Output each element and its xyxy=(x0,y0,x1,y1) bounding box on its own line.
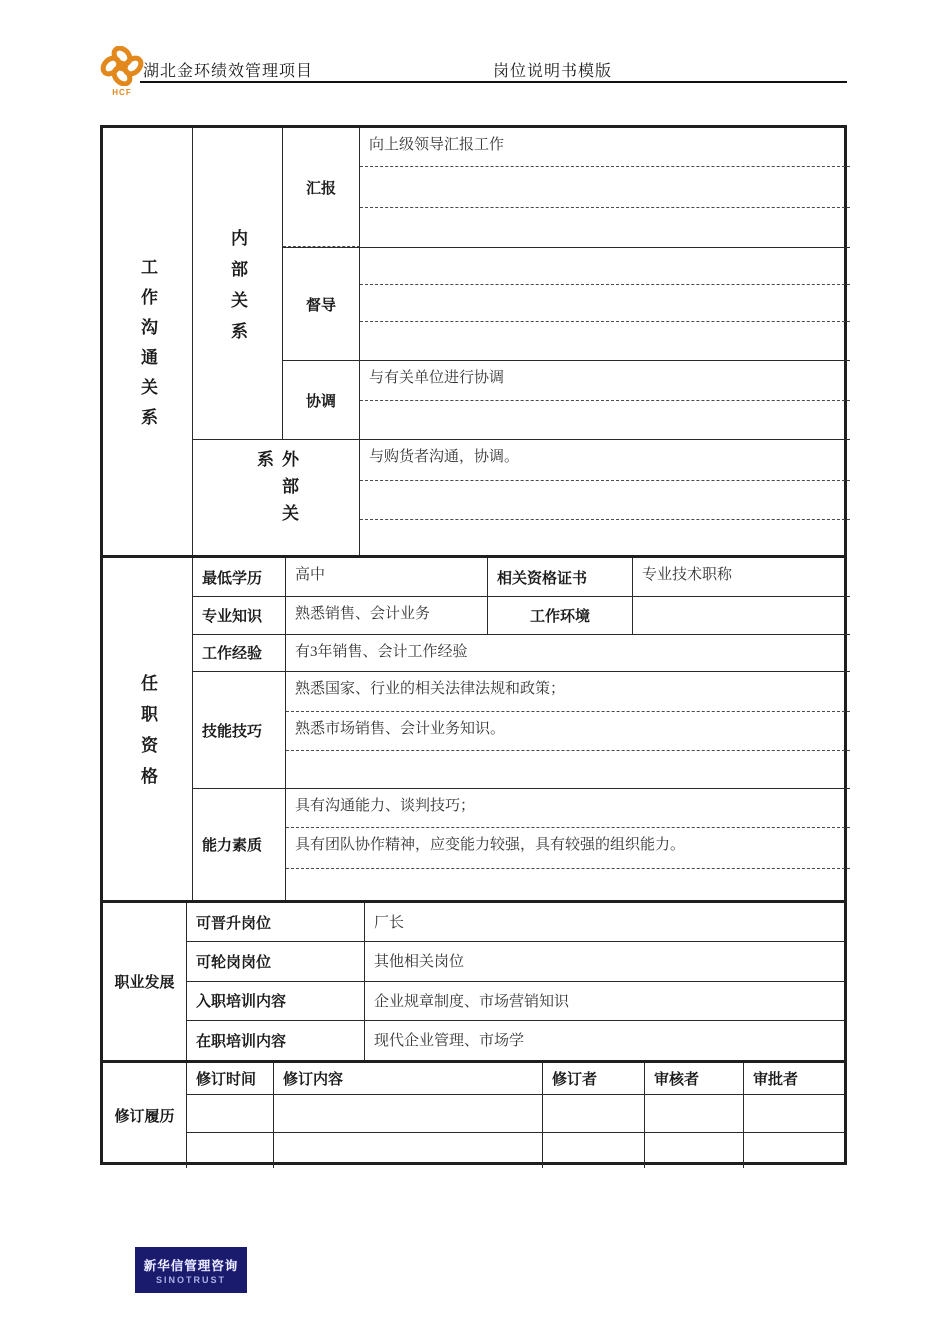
ability-row xyxy=(193,789,850,900)
logo-hcf-text: HCF xyxy=(112,88,132,97)
education-label: 最低学历 xyxy=(193,558,286,596)
section-label-career: 职业发展 xyxy=(103,903,187,1060)
onboarding-training-label: 入职培训内容 xyxy=(187,982,365,1020)
career-row xyxy=(187,903,844,942)
onboarding-training-value: 企业规章制度、市场营销知识 xyxy=(374,993,570,1010)
report-line xyxy=(360,167,850,208)
internal-relations-block xyxy=(193,128,850,440)
skills-line xyxy=(286,751,850,788)
revision-cell xyxy=(645,1133,744,1168)
revision-cell xyxy=(744,1095,844,1132)
revision-cell xyxy=(543,1133,645,1168)
skills-line: 熟悉国家、行业的相关法律法规和政策； xyxy=(286,672,850,712)
experience-label: 工作经验 xyxy=(193,635,286,671)
reviser-header: 修订者 xyxy=(543,1063,645,1094)
revision-cell xyxy=(274,1095,543,1132)
ability-line: 具有团队协作精神，应变能力较强，具有较强的组织能力。 xyxy=(286,828,850,869)
revision-cell xyxy=(274,1133,543,1168)
document-title: 岗位说明书模版 xyxy=(493,63,613,80)
report-line xyxy=(360,208,850,247)
clover-rings-icon xyxy=(100,46,144,86)
external-relations-block xyxy=(193,440,850,555)
external-line xyxy=(360,481,850,520)
section-revision xyxy=(103,1060,844,1168)
external-relations-label: 外部关系 xyxy=(193,440,360,555)
ability-label: 能力素质 xyxy=(193,789,286,900)
onjob-training-value: 现代企业管理、市场学 xyxy=(374,1032,525,1049)
coordinate-label: 协调 xyxy=(283,361,360,440)
sinotrust-logo xyxy=(135,1247,247,1293)
sinotrust-logo-chinese: 新华信管理咨询 xyxy=(143,1258,239,1273)
knowledge-row xyxy=(193,597,850,634)
ability-line xyxy=(286,869,850,900)
section-qualification xyxy=(103,555,844,900)
revision-time-header: 修订时间 xyxy=(187,1063,274,1094)
header-rule xyxy=(140,81,847,83)
revision-header-row xyxy=(187,1063,844,1095)
section-label-communication: 工作沟通关系 xyxy=(103,128,193,555)
supervise-line xyxy=(360,322,850,360)
promotion-label: 可晋升岗位 xyxy=(187,903,365,941)
project-title: 湖北金环绩效管理项目 xyxy=(143,63,314,80)
section-communication xyxy=(103,128,844,555)
report-row xyxy=(283,128,850,247)
coordinate-line xyxy=(360,401,850,440)
promotion-value: 厂长 xyxy=(374,915,405,931)
career-row xyxy=(187,1021,844,1060)
revision-row xyxy=(187,1095,844,1133)
skills-label: 技能技巧 xyxy=(193,672,286,788)
supervise-row xyxy=(283,247,850,360)
revision-content-header: 修订内容 xyxy=(274,1063,543,1094)
revision-cell xyxy=(645,1095,744,1132)
certificate-value: 专业技术职称 xyxy=(642,567,733,583)
revision-cell xyxy=(543,1095,645,1132)
experience-value: 有3年销售、会计工作经验 xyxy=(295,643,468,660)
rotation-value: 其他相关岗位 xyxy=(374,954,465,971)
environment-label: 工作环境 xyxy=(488,597,633,633)
approver-header: 审批者 xyxy=(753,1071,799,1089)
education-value: 高中 xyxy=(286,558,488,596)
revision-cell xyxy=(744,1133,844,1168)
onjob-training-label: 在职培训内容 xyxy=(187,1021,365,1060)
section-career xyxy=(103,900,844,1060)
coordinate-row xyxy=(283,360,850,440)
revision-cell xyxy=(187,1133,274,1168)
certificate-label: 相关资格证书 xyxy=(488,558,633,596)
report-line: 向上级领导汇报工作 xyxy=(360,128,850,167)
supervise-line xyxy=(360,248,850,285)
auditor-header: 审核者 xyxy=(645,1063,744,1094)
supervise-line xyxy=(360,285,850,322)
external-line xyxy=(360,520,850,554)
company-logo xyxy=(97,46,147,96)
education-row xyxy=(193,558,850,597)
skills-line: 熟悉市场销售、会计业务知识。 xyxy=(286,712,850,751)
coordinate-line: 与有关单位进行协调 xyxy=(360,361,850,401)
section-label-revision: 修订履历 xyxy=(103,1063,187,1168)
ability-line: 具有沟通能力、谈判技巧； xyxy=(286,789,850,828)
sinotrust-logo-english: SINOTRUST xyxy=(155,1274,226,1285)
internal-relations-label: 内部关系 xyxy=(193,128,283,439)
career-row xyxy=(187,982,844,1021)
report-label: 汇报 xyxy=(283,128,360,247)
career-row xyxy=(187,942,844,981)
revision-cell xyxy=(187,1095,274,1132)
supervise-label: 督导 xyxy=(283,248,360,360)
environment-value xyxy=(633,597,850,633)
knowledge-value: 熟悉销售、会计业务 xyxy=(286,597,488,633)
knowledge-label: 专业知识 xyxy=(193,597,286,633)
section-label-qualification: 任职资格 xyxy=(103,558,193,900)
experience-row xyxy=(193,635,850,672)
job-description-table xyxy=(100,125,847,1165)
skills-row xyxy=(193,672,850,789)
revision-row xyxy=(187,1133,844,1168)
rotation-label: 可轮岗岗位 xyxy=(187,942,365,980)
external-line: 与购货者沟通，协调。 xyxy=(360,440,850,481)
